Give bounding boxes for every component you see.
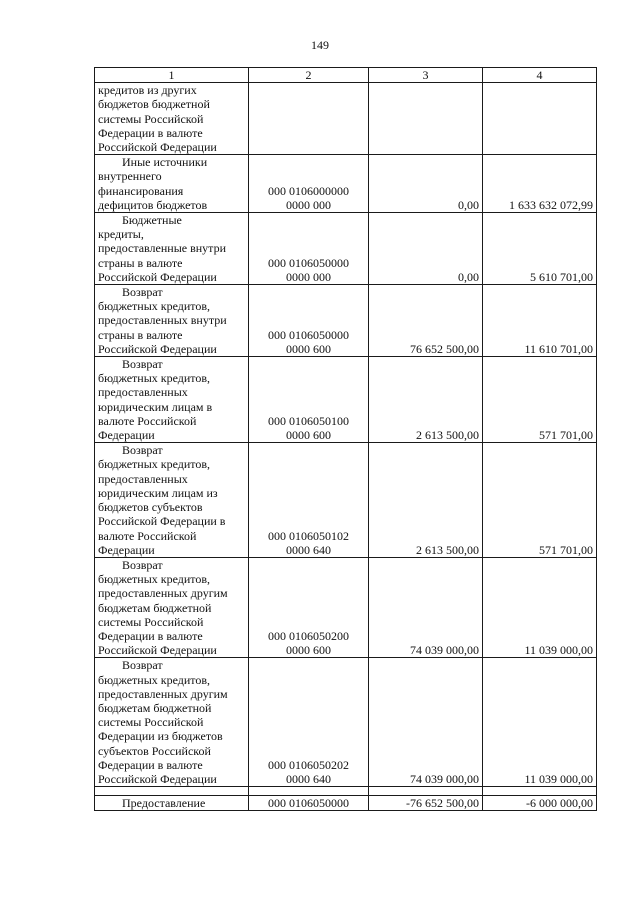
row-name: Бюджетные кредиты, предоставленные внутри страны в валюте Российской Федерации [95, 213, 249, 285]
column-header-4: 4 [483, 68, 597, 83]
row-value-4: 11 039 000,00 [483, 658, 597, 787]
spacer-cell [369, 787, 483, 796]
row-code: 000 0106050000 [249, 796, 369, 811]
row-value-3: 0,00 [369, 213, 483, 285]
table-row [95, 285, 597, 357]
row-value-4: 11 610 701,00 [483, 285, 597, 357]
row-value-4: 5 610 701,00 [483, 213, 597, 285]
row-value-4: -6 000 000,00 [483, 796, 597, 811]
row-code: 000 0106050000 0000 600 [249, 285, 369, 357]
row-value-4: 571 701,00 [483, 443, 597, 558]
spacer-cell [249, 787, 369, 796]
row-value-3: 74 039 000,00 [369, 658, 483, 787]
row-value-4: 1 633 632 072,99 [483, 155, 597, 213]
row-code: 000 0106050102 0000 640 [249, 443, 369, 558]
row-name: Возврат бюджетных кредитов, предоставленных внутри страны в валюте Российской Федерации [95, 285, 249, 357]
row-name: Иные источники внутреннего финансирования дефицитов бюджетов [95, 155, 249, 213]
row-name: Предоставление [95, 796, 249, 811]
row-value-4: 11 039 000,00 [483, 557, 597, 657]
table-header-row [95, 68, 597, 83]
table-row [95, 83, 597, 155]
row-value-3: -76 652 500,00 [369, 796, 483, 811]
page-number: 149 [311, 38, 329, 52]
column-header-3: 3 [369, 68, 483, 83]
table-row [95, 557, 597, 657]
row-code: 000 0106000000 0000 000 [249, 155, 369, 213]
row-code [249, 83, 369, 155]
budget-sources-table [94, 67, 597, 811]
row-name: Возврат бюджетных кредитов, предоставленных юридическим лицам в валюте Российской Федерации [95, 357, 249, 443]
spacer-cell [95, 787, 249, 796]
row-name: кредитов из других бюджетов бюджетной системы Российской Федерации в валюте Российской Федерации [95, 83, 249, 155]
table-row [95, 796, 597, 811]
table-row [95, 658, 597, 787]
row-code: 000 0106050000 0000 000 [249, 213, 369, 285]
row-code: 000 0106050100 0000 600 [249, 357, 369, 443]
row-code: 000 0106050200 0000 600 [249, 557, 369, 657]
row-name: Возврат бюджетных кредитов, предоставленных юридическим лицам из бюджетов субъектов Российской Федерации в валюте Российской Федерации [95, 443, 249, 558]
row-value-3: 2 613 500,00 [369, 357, 483, 443]
spacer-cell [483, 787, 597, 796]
table-row [95, 357, 597, 443]
column-header-1: 1 [95, 68, 249, 83]
table-row [95, 443, 597, 558]
row-name: Возврат бюджетных кредитов, предоставленных другим бюджетам бюджетной системы Российской Федерации из бюджетов субъектов Российской Федерации в валюте Российской Федерации [95, 658, 249, 787]
row-value-3: 76 652 500,00 [369, 285, 483, 357]
row-name: Возврат бюджетных кредитов, предоставленных другим бюджетам бюджетной системы Российской Федерации в валюте Российской Федерации [95, 557, 249, 657]
row-value-3 [369, 83, 483, 155]
row-value-3: 0,00 [369, 155, 483, 213]
table-row [95, 155, 597, 213]
row-value-4 [483, 83, 597, 155]
row-value-4: 571 701,00 [483, 357, 597, 443]
column-header-2: 2 [249, 68, 369, 83]
row-value-3: 74 039 000,00 [369, 557, 483, 657]
row-value-3: 2 613 500,00 [369, 443, 483, 558]
table-row [95, 213, 597, 285]
row-code: 000 0106050202 0000 640 [249, 658, 369, 787]
table-spacer-row [95, 787, 597, 796]
